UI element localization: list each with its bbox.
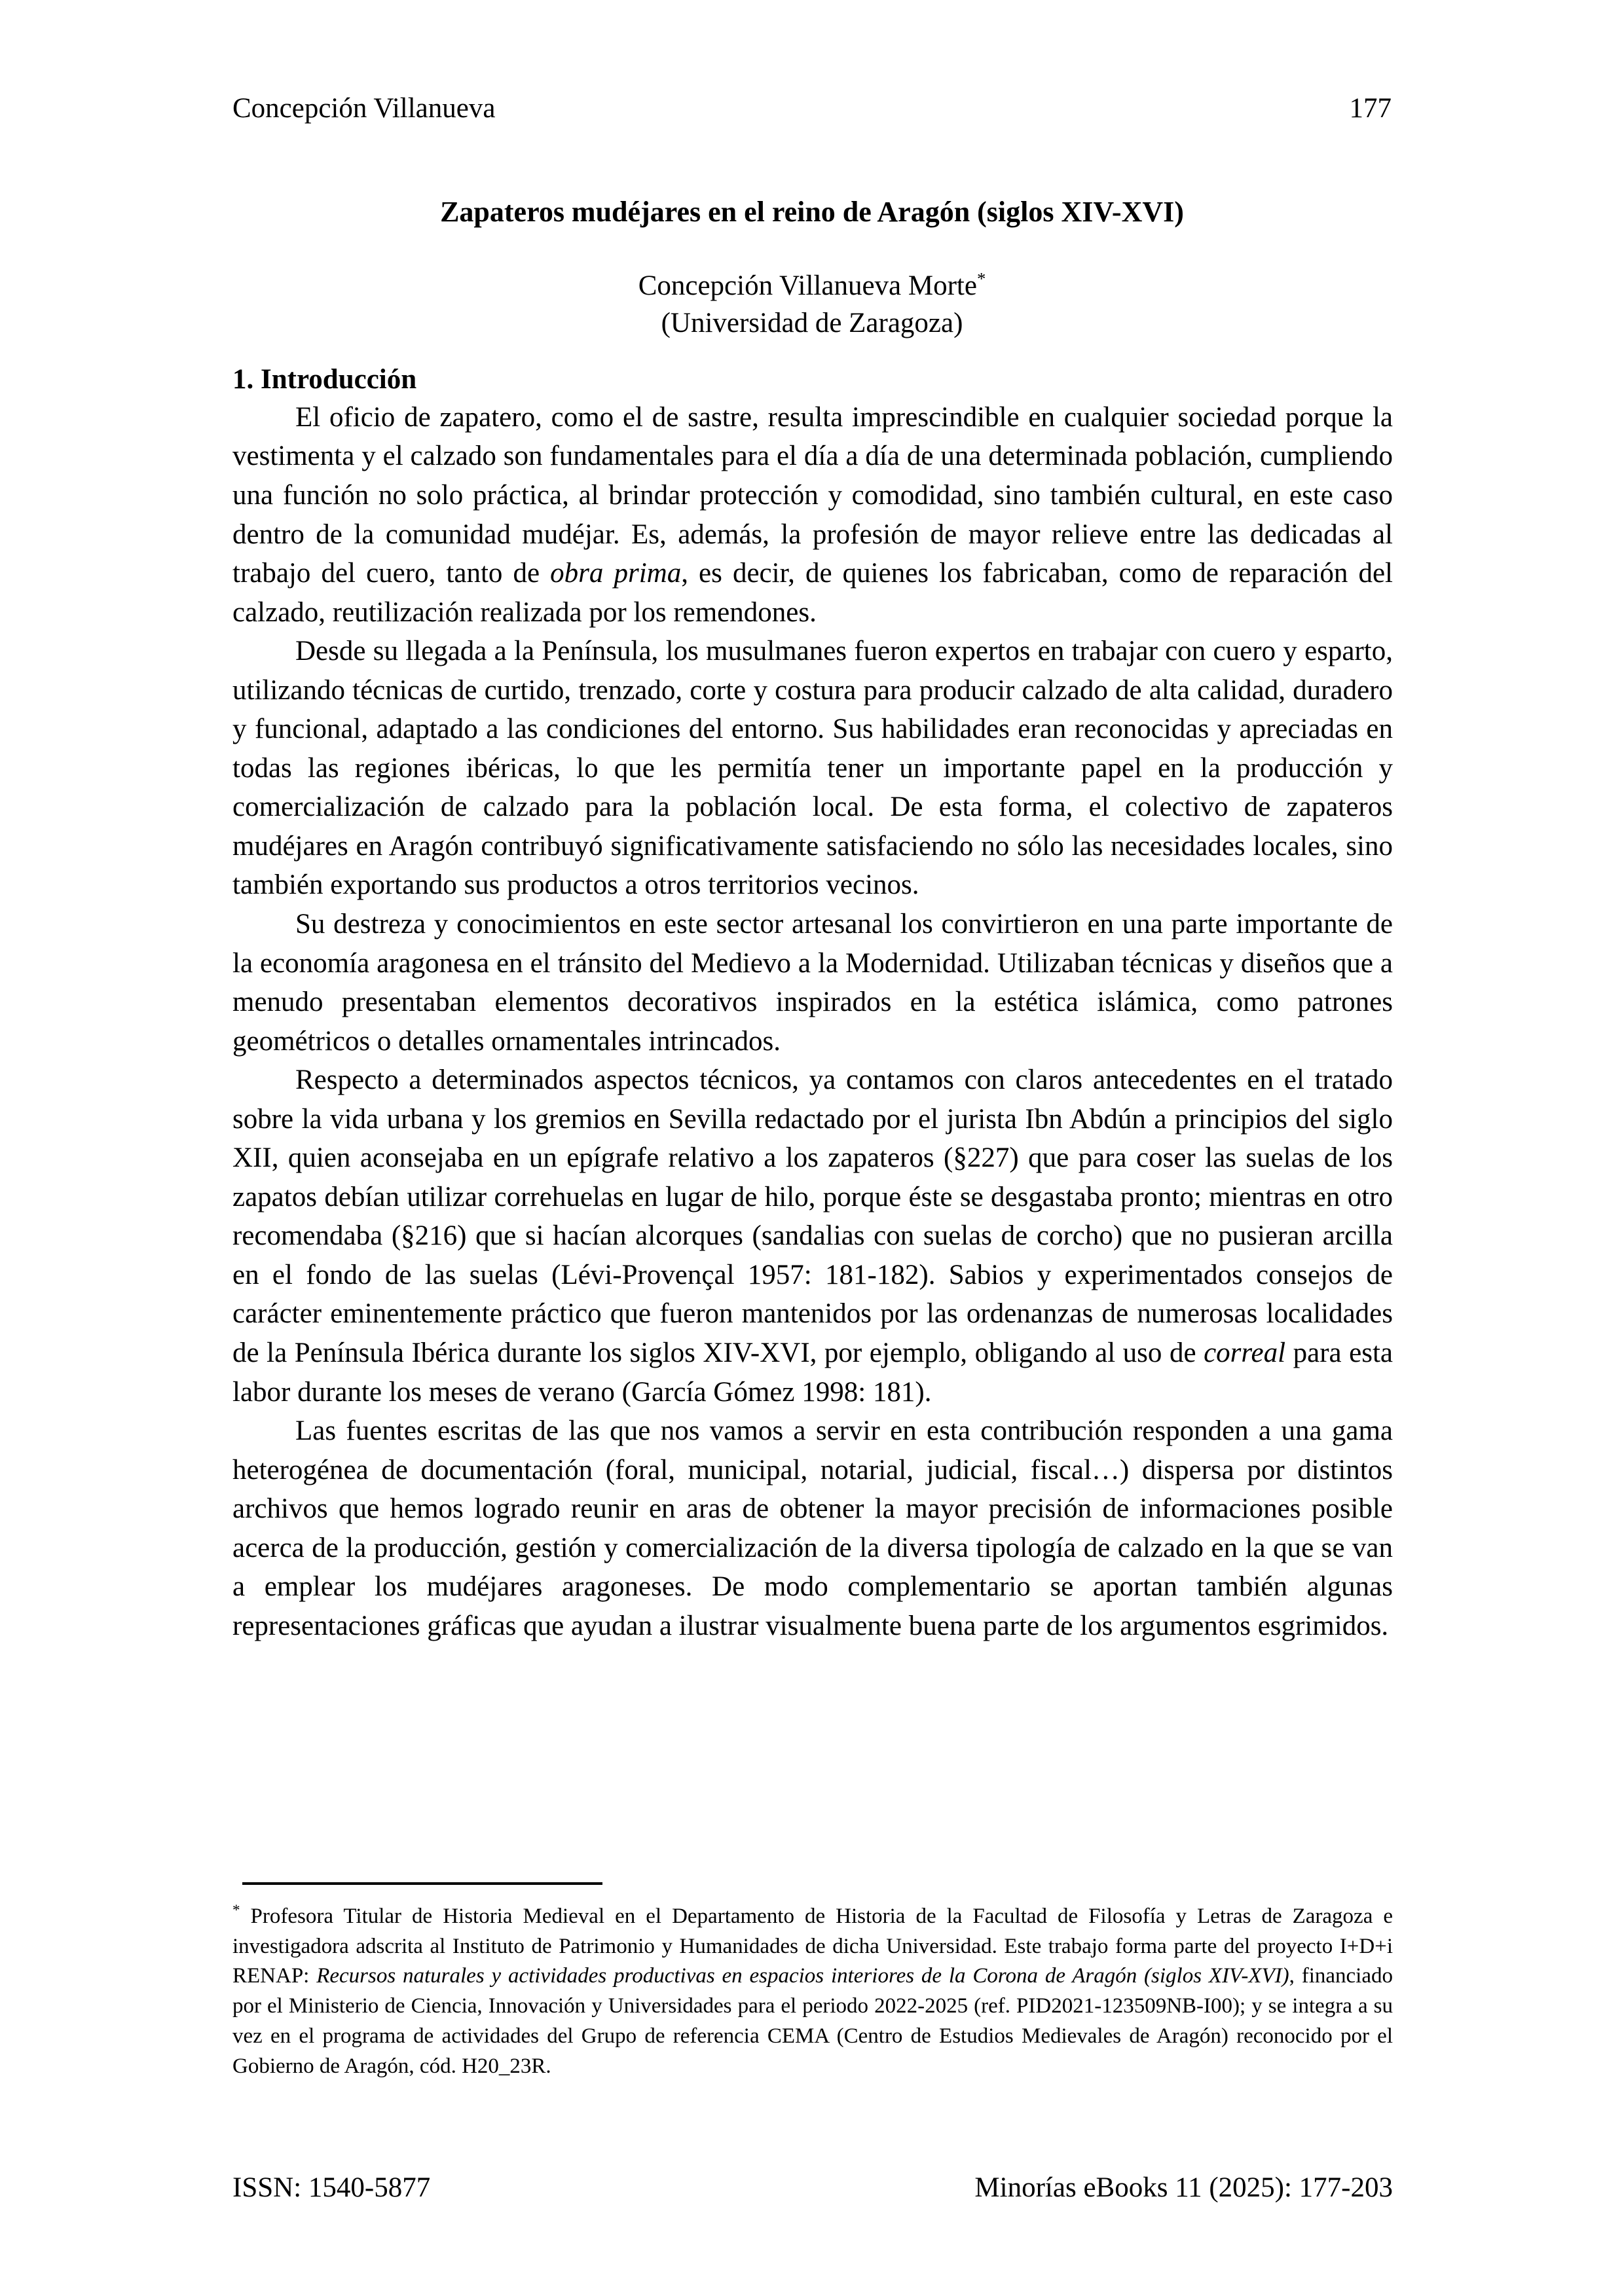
body-paragraph: Las fuentes escritas de las que nos vamos a servir en esta contribución responden a una gama heterogénea de documentación (foral, municipal, notarial, judicial, fiscal…) dispersa por distintos archivos que hemos logrado reunir en aras de obtener la mayor precisión de informaciones posible acerca de la producción, gestión y comercialización de la diversa tipología de calzado en la que se van a emplear los mudéjares aragoneses. De modo complementario se aportan también algunas representaciones gráficas que ayudan a ilustrar visualmente buena parte de los argumentos esgrimidos. xyxy=(232,1415,1393,1641)
title-block xyxy=(232,194,1392,342)
footer-citation: Minorías eBooks 11 (2025): 177-203 xyxy=(974,2172,1393,2203)
author-name xyxy=(232,268,1392,305)
section-heading-introduccion: 1. Introducción xyxy=(232,364,417,395)
footnote-separator-rule xyxy=(242,1882,602,1885)
body-paragraph: El oficio de zapatero, como el de sastre, resulta imprescindible en cualquier sociedad porque la vestimenta y el calzado son fundamentales para el día a día de una determinada población, cumpliendo una función no solo práctica, al brindar protección y comodidad, sino también cultural, en este caso dentro de la comunidad mudéjar. Es, además, la profesión de mayor relieve entre las dedicadas al trabajo del cuero, tanto de obra prima, es decir, de quienes los fabricaban, como de reparación del calzado, reutilización realizada por los remendones. xyxy=(232,401,1393,628)
running-head xyxy=(232,92,1392,126)
footnote-marker: * xyxy=(232,1901,240,1918)
footnote-body: Profesora Titular de Historia Medieval en el Departamento de Historia de la Facultad de Filosofía y Letras de Zaragoza e investigadora adscrita al Instituto de Patrimonio y Humanidades de dicha Universidad. Este trabajo forma parte del proyecto I+D+i RENAP: Recursos naturales y actividades productivas en espacios interiores de la Corona de Aragón (siglos XIV-XVI), financiado por el Ministerio de Ciencia, Innovación y Universidades para el periodo 2022-2025 (ref. PID2021-123509NB-I00); y se integra a su vez en el programa de actividades del Grupo de referencia CEMA (Centro de Estudios Medievales de Aragón) reconocido por el Gobierno de Aragón, cód. H20_23R. xyxy=(232,1904,1393,2078)
author-affiliation: (Universidad de Zaragoza) xyxy=(661,307,963,338)
body-paragraph: Respecto a determinados aspectos técnicos, ya contamos con claros antecedentes en el tratado sobre la vida urbana y los gremios en Sevilla redactado por el jurista Ibn Abdún a principios del siglo XII, quien aconsejaba en un epígrafe relativo a los zapateros (§227) que para coser las suelas de los zapatos debían utilizar correhuelas en lugar de hilo, porque éste se desgastaba pronto; mientras en otro recomendaba (§216) que si hacían alcorques (sandalias con suelas de corcho) que no pusieran arcilla en el fondo de las suelas (Lévi-Provençal 1957: 181-182). Sabios y experimentados consejos de carácter eminentemente práctico que fueron mantenidos por las ordenanzas de numerosas localidades de la Península Ibérica durante los siglos XIV-XVI, por ejemplo, obligando al uso de correal para esta labor durante los meses de verano (García Gómez 1998: 181). xyxy=(232,1065,1393,1408)
footnote-area xyxy=(232,1882,1393,2081)
page-footer xyxy=(232,2171,1393,2205)
page-number: 177 xyxy=(1349,93,1392,124)
running-head-author: Concepción Villanueva xyxy=(232,93,496,124)
author-footnote-marker: * xyxy=(976,268,986,289)
article-title: Zapateros mudéjares en el reino de Aragón (siglos XIV-XVI) xyxy=(440,196,1184,228)
author-name-text: Concepción Villanueva Morte xyxy=(638,270,977,301)
footnote-text xyxy=(232,1902,1393,2081)
body-column xyxy=(232,361,1393,1645)
body-paragraph: Su destreza y conocimientos en este sector artesanal los convirtieron en una parte importante de la economía aragonesa en el tránsito del Medievo a la Modernidad. Utilizaban técnicas y diseños que a menudo presentaban elementos decorativos inspirados en la estética islámica, como patrones geométricos o detalles ornamentales intrincados. xyxy=(232,909,1393,1057)
author-block xyxy=(232,268,1392,342)
footer-issn: ISSN: 1540-5877 xyxy=(232,2172,431,2203)
body-paragraph: Desde su llegada a la Península, los musulmanes fueron expertos en trabajar con cuero y esparto, utilizando técnicas de curtido, trenzado, corte y costura para producir calzado de alta calidad, duradero y funcional, adaptado a las condiciones del entorno. Sus habilidades eran reconocidas y apreciadas en todas las regiones ibéricas, lo que les permitía tener un importante papel en la producción y comercialización de calzado para la población local. De esta forma, el colectivo de zapateros mudéjares en Aragón contribuyó significativamente satisfaciendo no sólo las necesidades locales, sino también exportando sus productos a otros territorios vecinos. xyxy=(232,636,1393,901)
